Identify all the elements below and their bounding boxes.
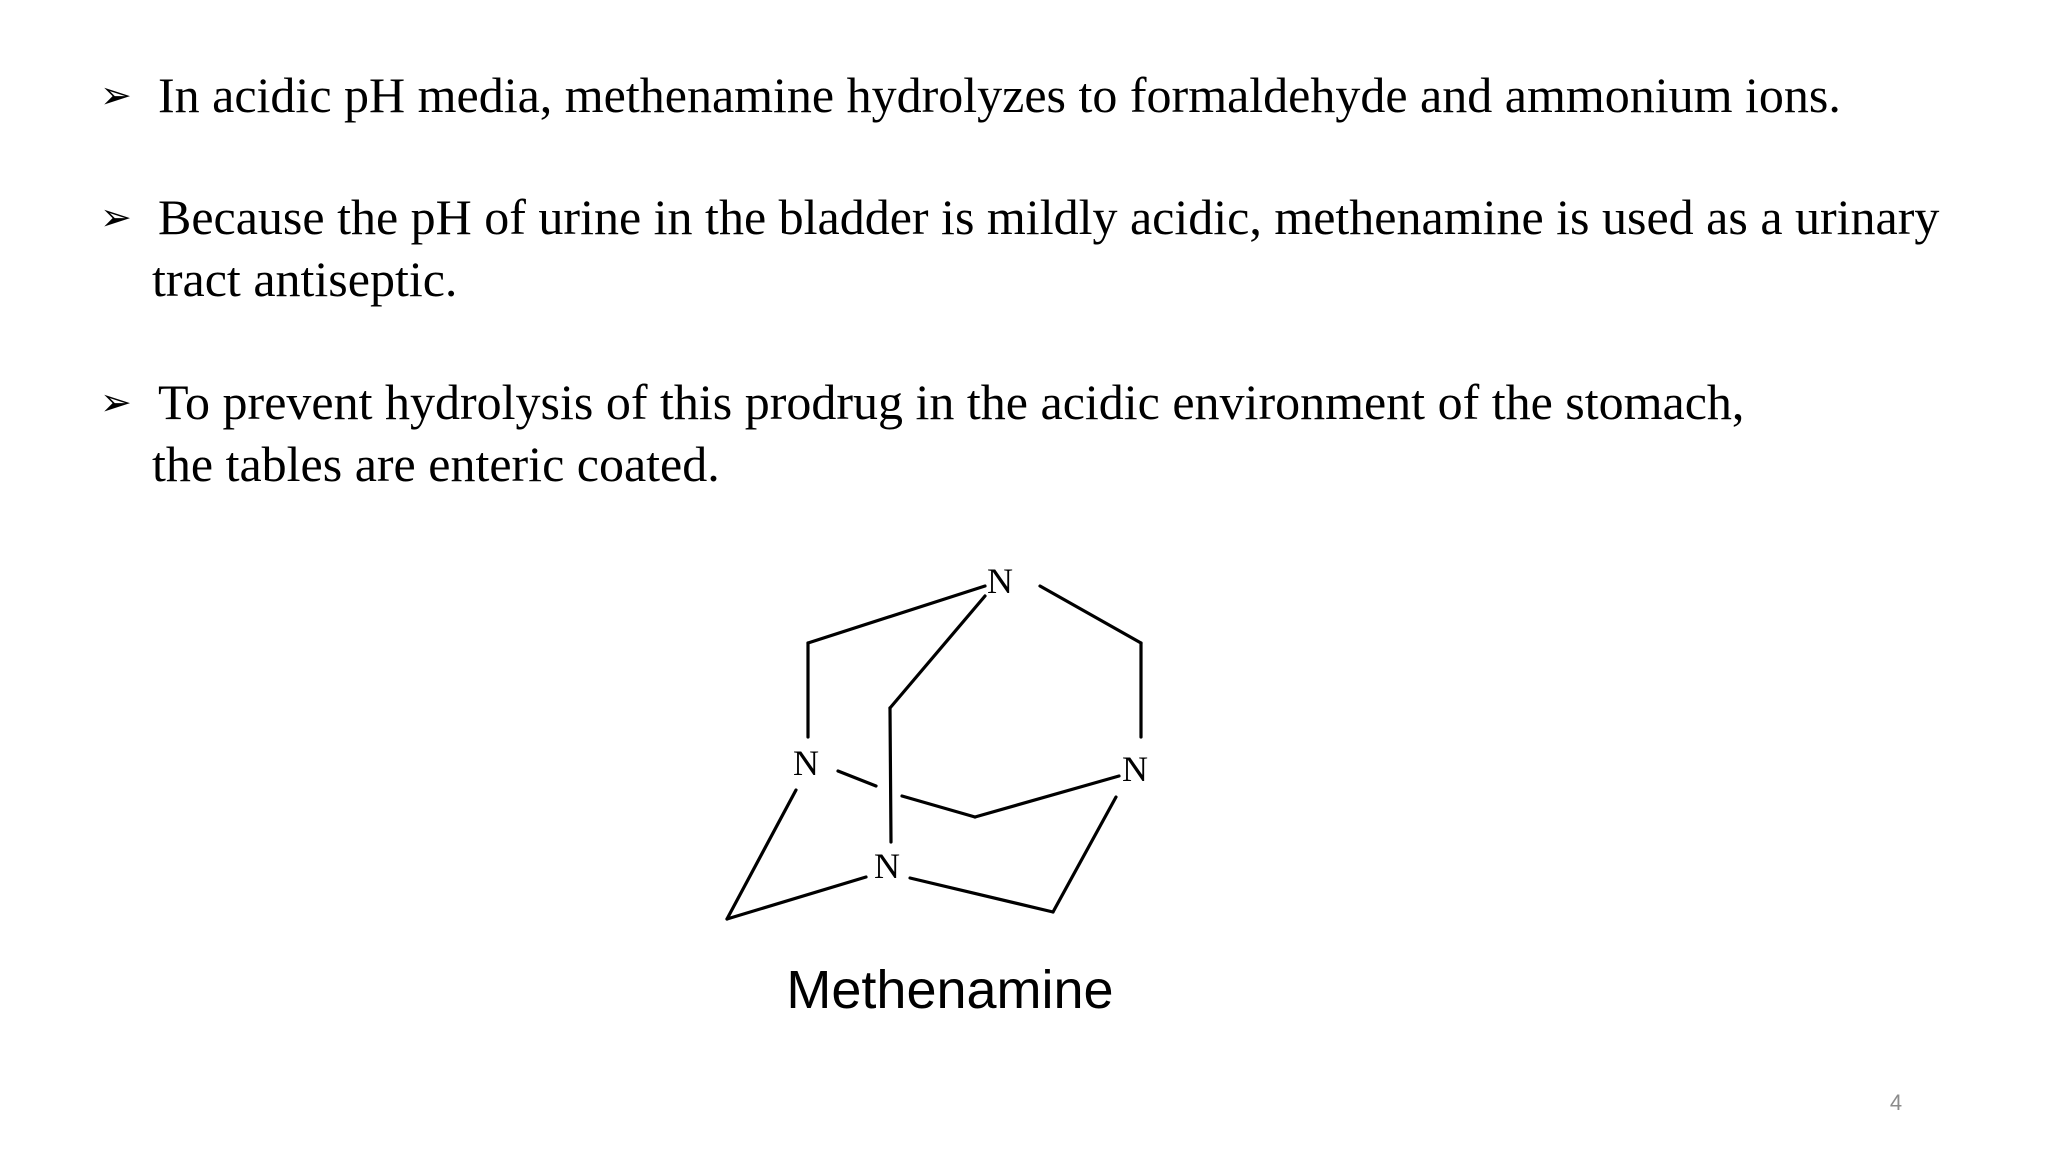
bond (808, 586, 985, 643)
bullet-item (100, 371, 2020, 495)
bond (727, 877, 866, 919)
bond (890, 596, 985, 708)
bond (902, 796, 975, 817)
bullet-text (152, 186, 2020, 310)
bullet-line: To prevent hydrolysis of this prodrug in the acidic environment of the stomach, (158, 374, 1745, 430)
bullet-text (152, 371, 2020, 495)
bond (890, 708, 891, 842)
arrow-bullet-icon: ➢ (100, 195, 132, 239)
page-number: 4 (1889, 1090, 1903, 1115)
bond (727, 790, 796, 919)
bullet-line: tract antiseptic. (152, 251, 458, 307)
bullet-line: the tables are enteric coated. (152, 436, 720, 492)
bullet-line: In acidic pH media, methenamine hydrolyzes to formaldehyde and ammonium ions. (158, 67, 1841, 123)
bullet-item (100, 64, 2020, 126)
structure-caption: Methenamine (786, 960, 1114, 1020)
arrow-bullet-icon: ➢ (100, 380, 132, 424)
bond (975, 776, 1119, 817)
bullet-text (158, 64, 2020, 126)
bond (838, 771, 876, 786)
nitrogen-atom-label: N (874, 846, 900, 886)
nitrogen-atom-label: N (793, 743, 819, 783)
bullet-item (100, 186, 2020, 310)
nitrogen-atom-label: N (1122, 749, 1148, 789)
bond (1040, 586, 1141, 643)
arrow-bullet-icon: ➢ (100, 73, 132, 117)
bullet-line: Because the pH of urine in the bladder is mildly acidic, methenamine is used as a urinary (158, 189, 1940, 245)
bond-lines (727, 586, 1141, 919)
bond (910, 878, 1053, 912)
nitrogen-atom-label: N (987, 561, 1013, 601)
bond (1053, 797, 1116, 912)
